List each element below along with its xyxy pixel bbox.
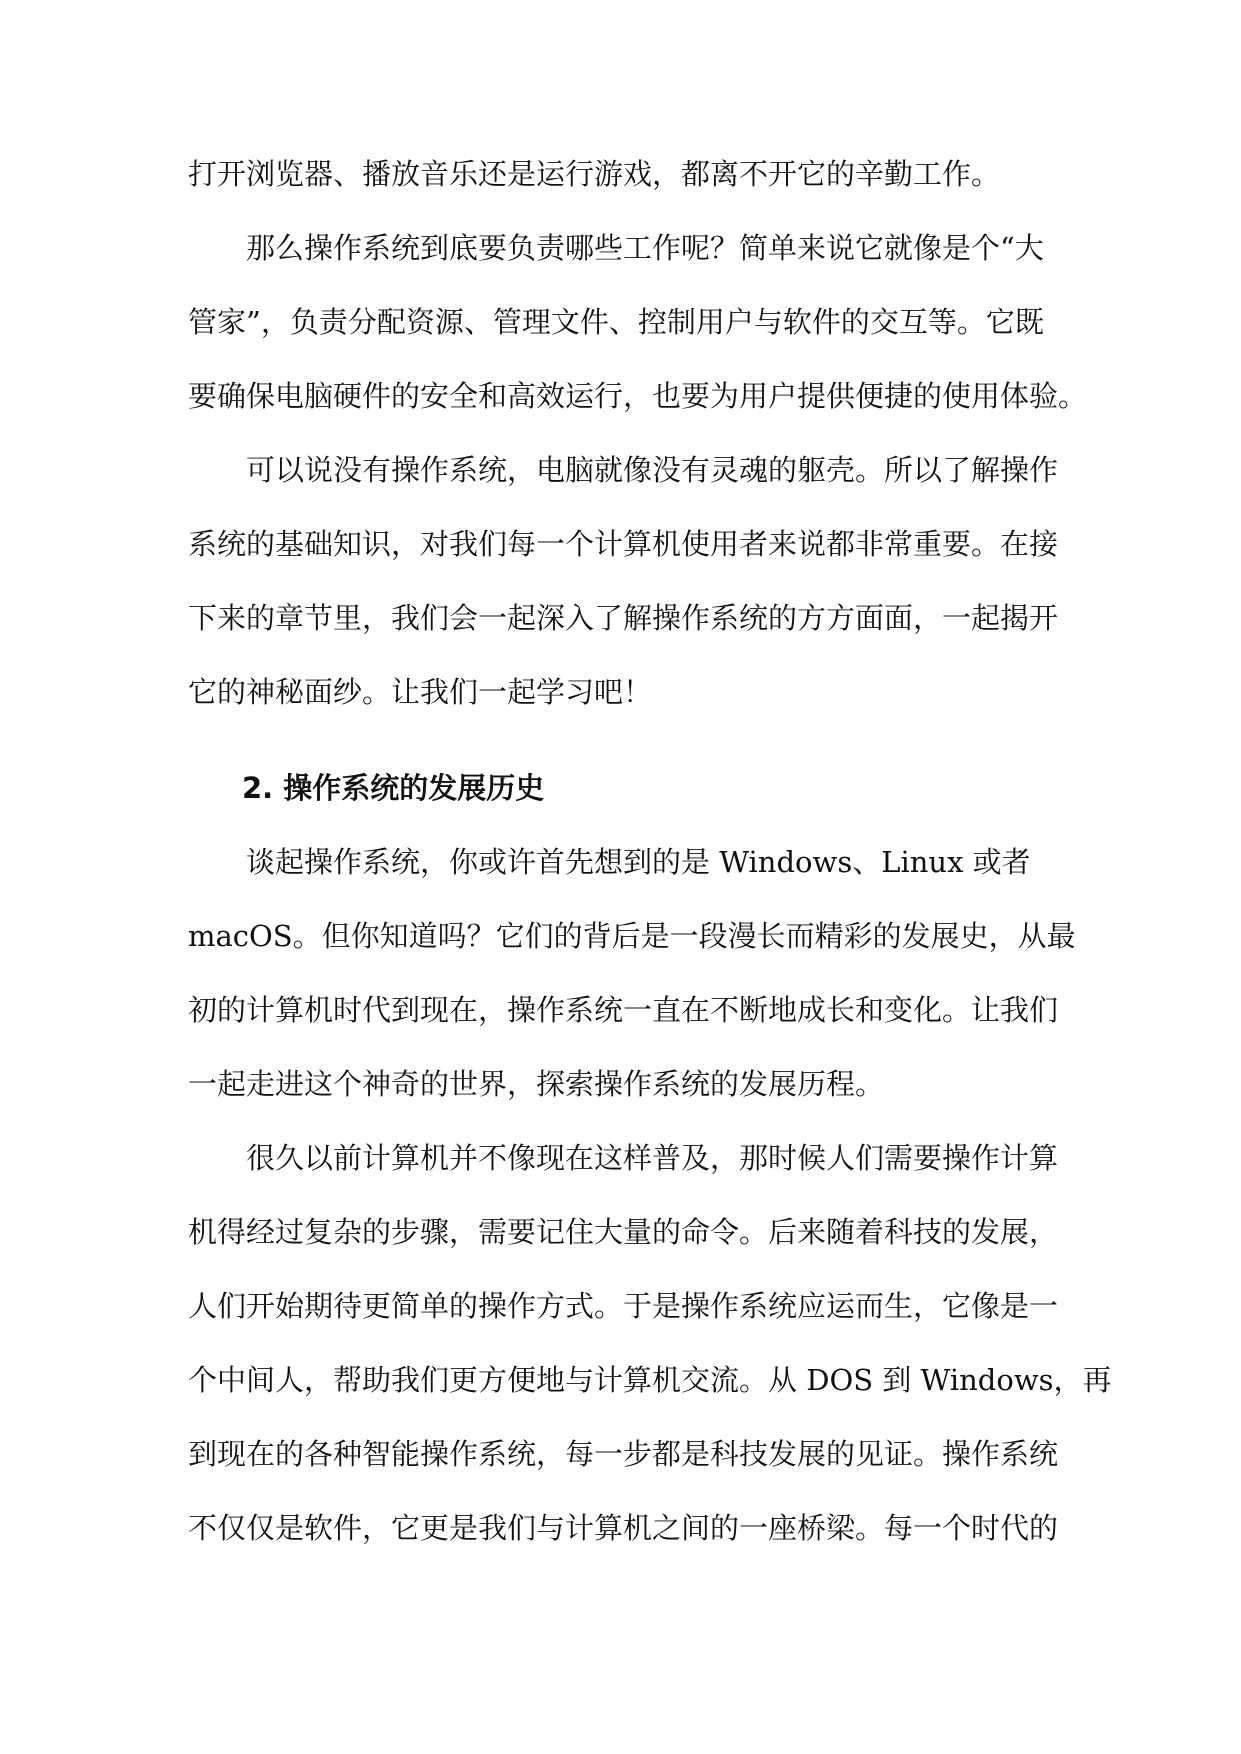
text-line: 不仅仅是软件，它更是我们与计算机之间的一座桥梁。每一个时代的 <box>188 1511 1059 1545</box>
text-line: 下来的章节里，我们会一起深入了解操作系统的方方面面，一起揭开 <box>188 601 1059 635</box>
paragraph <box>188 137 1068 211</box>
paragraph <box>188 1121 1112 1565</box>
paragraph <box>188 433 1068 729</box>
text-line: 个中间人，帮助我们更方便地与计算机交流。从 DOS 到 Windows，再 <box>188 1363 1112 1397</box>
text-line: 它的神秘面纱。让我们一起学习吧！ <box>188 675 653 709</box>
paragraph <box>188 825 1076 1121</box>
text-line: 机得经过复杂的步骤，需要记住大量的命令。后来随着科技的发展， <box>188 1215 1059 1249</box>
text-line: 初的计算机时代到现在，操作系统一直在不断地成长和变化。让我们 <box>188 993 1059 1027</box>
document-body <box>188 137 1112 1565</box>
text-line: 系统的基础知识，对我们每一个计算机使用者来说都非常重要。在接 <box>188 527 1059 561</box>
text-line: 谈起操作系统，你或许首先想到的是 Windows、Linux 或者 <box>246 845 1031 879</box>
text-line: 很久以前计算机并不像现在这样普及，那时候人们需要操作计算 <box>246 1141 1059 1175</box>
text-line: 打开浏览器、播放音乐还是运行游戏，都离不开它的辛勤工作。 <box>188 157 1001 191</box>
text-line: 一起走进这个神奇的世界，探索操作系统的发展历程。 <box>188 1067 885 1101</box>
text-line: 要确保电脑硬件的安全和高效运行，也要为用户提供便捷的使用体验。 <box>188 379 1088 413</box>
text-line: 那么操作系统到底要负责哪些工作呢？简单来说它就像是个“大 <box>246 231 1044 265</box>
paragraph <box>188 211 1088 433</box>
text-line: 可以说没有操作系统，电脑就像没有灵魂的躯壳。所以了解操作 <box>246 453 1059 487</box>
section-heading: 2. 操作系统的发展历史 <box>242 771 545 805</box>
text-line: 到现在的各种智能操作系统，每一步都是科技发展的见证。操作系统 <box>188 1437 1059 1471</box>
text-line: 管家”，负责分配资源、管理文件、控制用户与软件的交互等。它既 <box>188 305 1044 339</box>
text-line: 人们开始期待更简单的操作方式。于是操作系统应运而生，它像是一 <box>188 1289 1059 1323</box>
text-line: macOS。但你知道吗？它们的背后是一段漫长而精彩的发展史，从最 <box>188 919 1076 953</box>
